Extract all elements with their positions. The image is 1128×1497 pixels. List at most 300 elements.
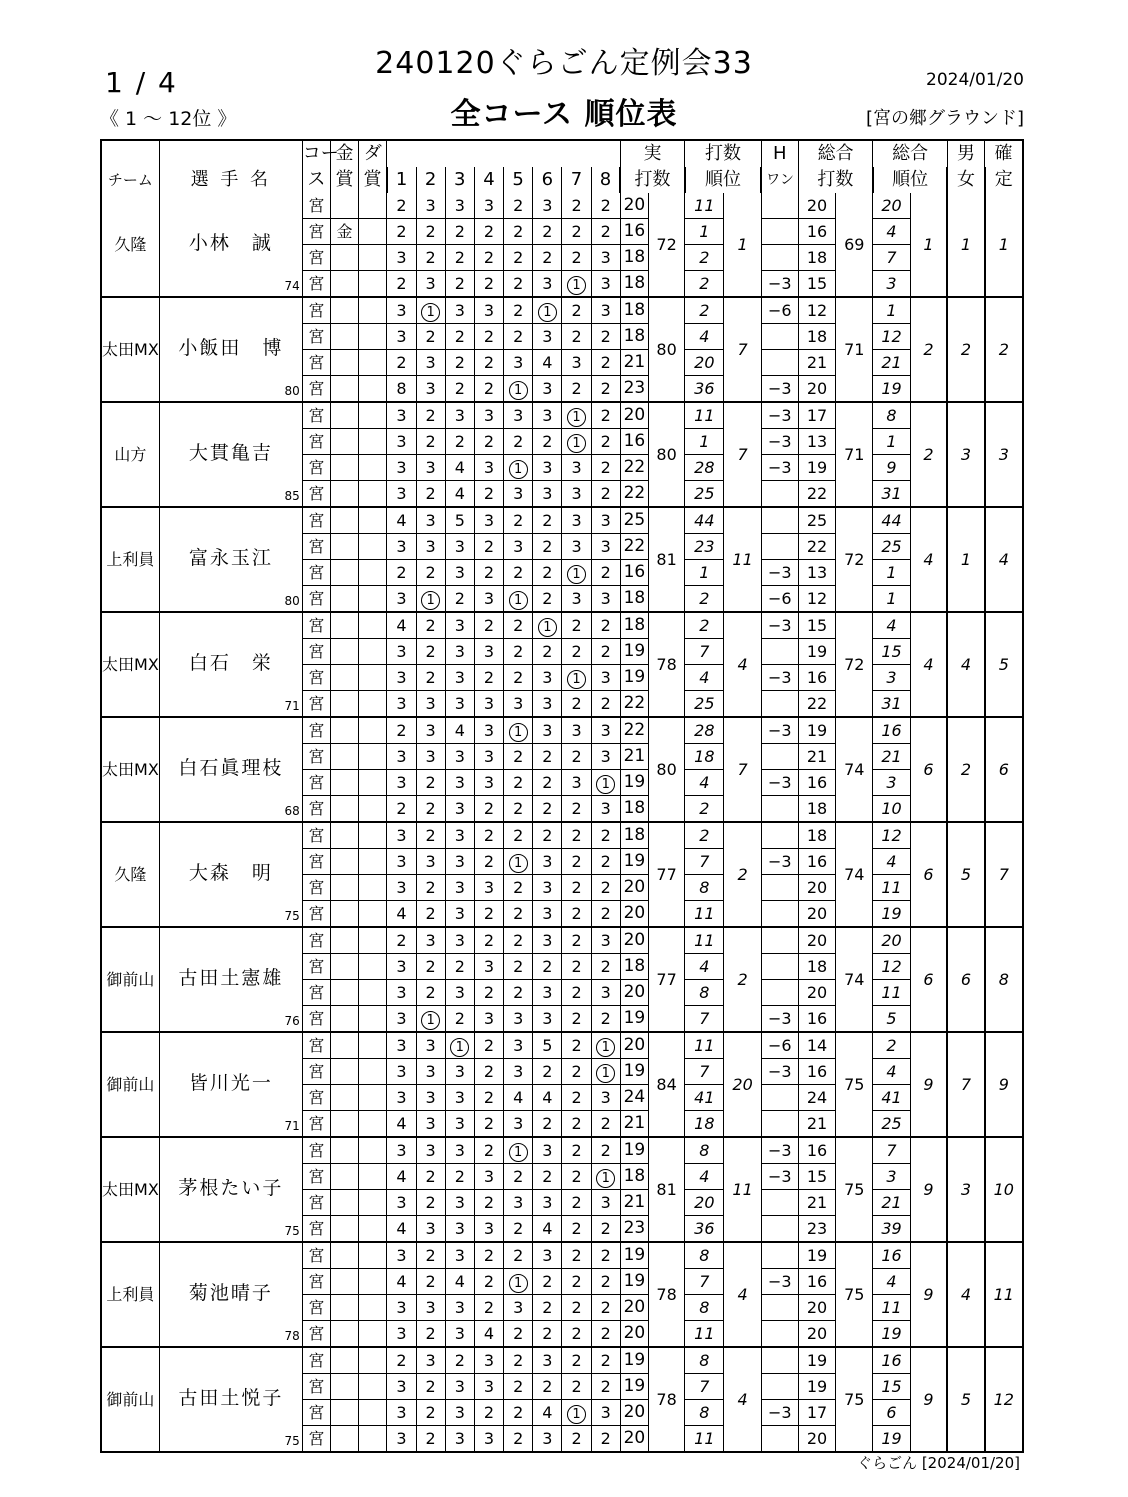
hole-8-score: 2 xyxy=(600,353,611,372)
player-name: 白石眞理枝 xyxy=(178,756,284,779)
round-sum: 18 xyxy=(620,586,648,613)
hole-4-score: 2 xyxy=(483,1088,495,1107)
hole-score xyxy=(474,1006,503,1033)
course-cell: 宮 xyxy=(302,1295,330,1321)
strokes-rank: 11 xyxy=(724,1137,761,1242)
hole-in-one-bonus xyxy=(761,219,798,245)
hole-7-score: 1 xyxy=(567,408,586,427)
hole-score xyxy=(387,770,416,796)
hole-5-score: 2 xyxy=(513,1377,524,1396)
hole-in-one-bonus xyxy=(761,822,798,849)
gold-prize-cell xyxy=(330,691,358,718)
hole-6-score: 2 xyxy=(542,1114,553,1133)
gold-prize-cell xyxy=(330,402,358,429)
round-rank: 28 xyxy=(685,455,724,481)
hole-score xyxy=(387,796,416,823)
hole-4-score: 3 xyxy=(483,1009,495,1028)
hole-7-score: 3 xyxy=(571,773,582,792)
hole-score xyxy=(504,796,533,823)
hole-in-one-bonus xyxy=(761,193,798,219)
hole-score xyxy=(562,1032,591,1059)
hole-score xyxy=(562,796,591,823)
gold-prize-cell xyxy=(330,927,358,954)
round-sum: 21 xyxy=(620,1190,648,1216)
hole-7-score: 2 xyxy=(571,1219,582,1238)
hole-score xyxy=(533,770,562,796)
hole-4-score: 3 xyxy=(483,406,495,425)
hole-2-score: 2 xyxy=(425,773,436,792)
hole-7-score: 3 xyxy=(571,721,582,740)
hole-4-score: 2 xyxy=(483,274,495,293)
overall-rank: 2 xyxy=(910,297,947,402)
final-rank: 11 xyxy=(985,1242,1023,1347)
hole-3-score: 2 xyxy=(454,589,465,608)
hole-2-score: 2 xyxy=(425,432,436,451)
hole-6-score: 3 xyxy=(542,668,553,687)
round-sum: 22 xyxy=(620,717,648,744)
gold-prize-cell xyxy=(330,1269,358,1295)
hole-3-score: 3 xyxy=(454,1193,465,1212)
results-body xyxy=(101,193,1023,1452)
hole-score xyxy=(416,717,445,744)
hole-4-score: 3 xyxy=(483,1167,495,1186)
player-name-cell xyxy=(159,612,302,717)
round-sum: 19 xyxy=(620,1059,648,1085)
hole-1-score: 3 xyxy=(396,248,407,267)
hole-score xyxy=(591,1400,620,1426)
hole-7-score: 2 xyxy=(571,694,582,713)
round-rank: 11 xyxy=(685,1321,724,1348)
hole-3-score: 3 xyxy=(454,406,465,425)
hole-score xyxy=(533,1190,562,1216)
hole-in-one-bonus: −6 xyxy=(761,1032,798,1059)
round-total: 13 xyxy=(798,429,835,455)
round-sum: 16 xyxy=(620,219,648,245)
col-hole-7: 7 xyxy=(562,167,591,193)
hole-score xyxy=(504,534,533,560)
hole-score xyxy=(474,691,503,718)
hole-1-score: 3 xyxy=(396,668,407,687)
gold-prize-cell xyxy=(330,1295,358,1321)
hole-score xyxy=(445,481,474,508)
hole-5-score: 3 xyxy=(513,1193,524,1212)
hole-score xyxy=(591,980,620,1006)
round-total-rank: 19 xyxy=(873,376,910,403)
player-age: 80 xyxy=(284,383,300,398)
hole-score xyxy=(504,770,533,796)
hole-score xyxy=(416,429,445,455)
round-total-rank: 44 xyxy=(873,507,910,534)
hole-score xyxy=(474,429,503,455)
hole-score xyxy=(562,1111,591,1138)
hole-4-score: 3 xyxy=(483,1429,495,1448)
course-cell: 宮 xyxy=(302,1400,330,1426)
hole-in-one-bonus xyxy=(761,245,798,271)
round-rank: 7 xyxy=(685,1059,724,1085)
hole-3-score: 3 xyxy=(454,301,465,320)
round-total: 19 xyxy=(798,1242,835,1269)
hole-4-score: 2 xyxy=(483,1272,495,1291)
hole-score xyxy=(416,875,445,901)
results-table xyxy=(100,139,1024,1453)
hole-7-score: 1 xyxy=(567,276,586,295)
hole-6-score: 2 xyxy=(542,432,553,451)
hole-3-score: 5 xyxy=(454,511,465,530)
player-age: 85 xyxy=(284,488,300,503)
round-sum: 21 xyxy=(620,744,648,770)
hole-score xyxy=(504,954,533,980)
course-cell: 宮 xyxy=(302,1111,330,1138)
team-name: 御前山 xyxy=(101,1032,159,1137)
hole-7-score: 1 xyxy=(567,1405,586,1424)
player-name-cell xyxy=(159,1242,302,1347)
hole-4-score: 2 xyxy=(483,327,495,346)
hole-score xyxy=(445,875,474,901)
round-total: 16 xyxy=(798,849,835,875)
hole-score xyxy=(591,402,620,429)
round-sum: 21 xyxy=(620,1111,648,1138)
hole-score xyxy=(416,1032,445,1059)
hole-score xyxy=(387,507,416,534)
player-name-cell xyxy=(159,297,302,402)
hole-7-score: 2 xyxy=(571,1429,582,1448)
round-sum: 24 xyxy=(620,1085,648,1111)
hole-score xyxy=(474,980,503,1006)
hole-2-score: 3 xyxy=(425,1141,436,1160)
hole-score xyxy=(533,429,562,455)
course-cell: 宮 xyxy=(302,534,330,560)
hole-score xyxy=(416,376,445,403)
hole-score xyxy=(474,1400,503,1426)
round-sum: 19 xyxy=(620,639,648,665)
hole-5-score: 2 xyxy=(513,616,524,635)
da-prize-cell xyxy=(359,1111,387,1138)
hole-score xyxy=(562,954,591,980)
hole-8-score: 2 xyxy=(600,432,611,451)
hole-2-score: 3 xyxy=(425,196,436,215)
hole-4-score: 2 xyxy=(483,379,495,398)
hole-6-score: 5 xyxy=(542,1036,553,1055)
hole-3-score: 2 xyxy=(454,327,465,346)
da-prize-cell xyxy=(359,350,387,376)
hole-3-score: 3 xyxy=(454,1141,465,1160)
hole-6-score: 2 xyxy=(542,826,553,845)
round-sum: 19 xyxy=(620,1137,648,1164)
hole-score xyxy=(533,324,562,350)
hole-1-score: 3 xyxy=(396,773,407,792)
hole-score xyxy=(562,1085,591,1111)
round-total: 16 xyxy=(798,665,835,691)
round-total: 13 xyxy=(798,560,835,586)
hole-score xyxy=(445,219,474,245)
hole-2-score: 2 xyxy=(425,957,436,976)
hole-score xyxy=(474,376,503,403)
hole-2-score: 3 xyxy=(425,1351,436,1370)
round-total-rank: 11 xyxy=(873,980,910,1006)
round-total: 16 xyxy=(798,219,835,245)
hole-1-score: 4 xyxy=(396,1272,407,1291)
hole-score xyxy=(416,1269,445,1295)
hole-8-score: 2 xyxy=(600,196,611,215)
course-cell: 宮 xyxy=(302,507,330,534)
hole-score xyxy=(533,822,562,849)
hole-score xyxy=(562,1374,591,1400)
hole-score xyxy=(387,376,416,403)
round-total: 14 xyxy=(798,1032,835,1059)
da-prize-cell xyxy=(359,1242,387,1269)
round-total-rank: 3 xyxy=(873,770,910,796)
hole-6-score: 2 xyxy=(542,1298,553,1317)
round-total-rank: 31 xyxy=(873,481,910,508)
hole-4-score: 2 xyxy=(483,1246,495,1265)
hole-5-score: 2 xyxy=(513,196,524,215)
da-prize-cell xyxy=(359,770,387,796)
hole-8-score: 3 xyxy=(600,721,611,740)
hole-score xyxy=(445,376,474,403)
hole-8-score: 3 xyxy=(600,511,611,530)
hole-5-score: 2 xyxy=(513,1246,524,1265)
hole-4-score: 2 xyxy=(483,799,495,818)
strokes-rank: 1 xyxy=(724,193,761,297)
hole-4-score: 2 xyxy=(483,1403,495,1422)
hole-6-score: 3 xyxy=(542,196,553,215)
hole-8-score: 3 xyxy=(600,1403,611,1422)
hole-6-score: 4 xyxy=(542,1403,553,1422)
hole-score xyxy=(562,193,591,219)
da-prize-cell xyxy=(359,1269,387,1295)
hole-in-one-bonus: −3 xyxy=(761,717,798,744)
gold-prize-cell xyxy=(330,954,358,980)
hole-score xyxy=(474,822,503,849)
hole-6-score: 2 xyxy=(542,537,553,556)
hole-score xyxy=(504,875,533,901)
col-h-top: H xyxy=(761,140,798,167)
hole-score xyxy=(416,927,445,954)
hole-1-score: 3 xyxy=(396,852,407,871)
round-total-rank: 41 xyxy=(873,1085,910,1111)
hole-8-score: 2 xyxy=(600,1429,611,1448)
hole-in-one-bonus xyxy=(761,481,798,508)
hole-score xyxy=(474,481,503,508)
hole-6-score: 2 xyxy=(542,563,553,582)
round-sum: 20 xyxy=(620,1400,648,1426)
hole-score xyxy=(416,245,445,271)
hole-6-score: 3 xyxy=(542,1429,553,1448)
hole-4-score: 3 xyxy=(483,589,495,608)
hole-score xyxy=(504,1032,533,1059)
round-total: 20 xyxy=(798,1321,835,1348)
hole-in-one-bonus: −3 xyxy=(761,665,798,691)
hole-8-score: 2 xyxy=(600,878,611,897)
round-total: 24 xyxy=(798,1085,835,1111)
hole-score xyxy=(445,901,474,928)
hole-score xyxy=(562,717,591,744)
round-total: 15 xyxy=(798,1164,835,1190)
hole-score xyxy=(445,586,474,613)
player-name-cell xyxy=(159,1137,302,1242)
final-rank: 7 xyxy=(985,822,1023,927)
hole-6-score: 2 xyxy=(542,642,553,661)
hole-7-score: 2 xyxy=(571,301,582,320)
hole-score xyxy=(533,1137,562,1164)
total-strokes: 75 xyxy=(836,1137,873,1242)
hole-score xyxy=(387,849,416,875)
hole-score xyxy=(504,219,533,245)
gender-rank: 1 xyxy=(947,193,984,297)
hole-score xyxy=(474,219,503,245)
hole-in-one-bonus: −3 xyxy=(761,1164,798,1190)
col-total: 打数 xyxy=(798,167,872,193)
hole-score xyxy=(533,193,562,219)
hole-score xyxy=(591,1347,620,1374)
col-total-rank-top: 総合 xyxy=(873,140,947,167)
hole-score xyxy=(504,1085,533,1111)
hole-in-one-bonus xyxy=(761,744,798,770)
strokes-rank: 2 xyxy=(724,822,761,927)
hole-3-score: 3 xyxy=(454,878,465,897)
hole-score xyxy=(474,1059,503,1085)
hole-7-score: 2 xyxy=(571,1246,582,1265)
gold-prize-cell xyxy=(330,1242,358,1269)
hole-7-score: 2 xyxy=(571,1193,582,1212)
hole-score xyxy=(533,639,562,665)
hole-4-score: 2 xyxy=(483,1141,495,1160)
hole-score xyxy=(533,1400,562,1426)
hole-score xyxy=(416,849,445,875)
gold-prize-cell xyxy=(330,1164,358,1190)
hole-6-score: 3 xyxy=(542,274,553,293)
hole-score xyxy=(387,717,416,744)
round-sum: 20 xyxy=(620,927,648,954)
hole-7-score: 2 xyxy=(571,1009,582,1028)
hole-score xyxy=(504,271,533,298)
hole-3-score: 3 xyxy=(454,1088,465,1107)
hole-score xyxy=(591,297,620,324)
hole-score xyxy=(591,770,620,796)
player-name: 古田土憲雄 xyxy=(178,966,284,989)
hole-score xyxy=(591,193,620,219)
round-total: 16 xyxy=(798,1059,835,1085)
strokes-rank: 7 xyxy=(724,402,761,507)
hole-8-score: 3 xyxy=(600,589,611,608)
hole-score xyxy=(474,402,503,429)
player-age: 75 xyxy=(284,1433,300,1448)
hole-score xyxy=(387,297,416,324)
round-rank: 8 xyxy=(685,1295,724,1321)
hole-score xyxy=(445,639,474,665)
round-total-rank: 20 xyxy=(873,927,910,954)
gold-prize-cell xyxy=(330,901,358,928)
course-cell: 宮 xyxy=(302,193,330,219)
hole-score xyxy=(504,324,533,350)
round-sum: 19 xyxy=(620,849,648,875)
hole-4-score: 2 xyxy=(483,1062,495,1081)
hole-score xyxy=(416,534,445,560)
hole-1-score: 8 xyxy=(396,379,407,398)
hole-score xyxy=(445,980,474,1006)
round-total: 20 xyxy=(798,1426,835,1453)
hole-score xyxy=(474,193,503,219)
course-cell: 宮 xyxy=(302,271,330,298)
hole-5-score: 2 xyxy=(513,327,524,346)
hole-6-score: 3 xyxy=(542,484,553,503)
hole-3-score: 3 xyxy=(454,563,465,582)
hole-score xyxy=(387,927,416,954)
hole-score xyxy=(445,954,474,980)
hole-6-score: 3 xyxy=(542,904,553,923)
hole-3-score: 3 xyxy=(454,1324,465,1343)
hole-in-one-bonus xyxy=(761,691,798,718)
hole-score xyxy=(504,376,533,403)
course-cell: 宮 xyxy=(302,1085,330,1111)
hole-score xyxy=(504,1374,533,1400)
da-prize-cell xyxy=(359,507,387,534)
hole-score xyxy=(416,1059,445,1085)
da-prize-cell xyxy=(359,954,387,980)
gender-rank: 5 xyxy=(947,822,984,927)
hole-8-score: 2 xyxy=(600,563,611,582)
hole-score xyxy=(445,560,474,586)
hole-8-score: 3 xyxy=(600,983,611,1002)
hole-8-score: 3 xyxy=(600,248,611,267)
col-hole-6: 6 xyxy=(533,167,562,193)
player-age: 68 xyxy=(284,803,300,818)
hole-5-score: 3 xyxy=(513,484,524,503)
hole-7-score: 1 xyxy=(567,434,586,453)
hole-score xyxy=(387,402,416,429)
col-h-one: ワン xyxy=(761,167,798,193)
hole-3-score: 3 xyxy=(454,1062,465,1081)
hole-5-score: 1 xyxy=(509,1143,528,1162)
gold-prize-cell xyxy=(330,1111,358,1138)
round-total-rank: 31 xyxy=(873,691,910,718)
hole-score xyxy=(504,1216,533,1243)
hole-score xyxy=(416,586,445,613)
course-cell: 宮 xyxy=(302,744,330,770)
hole-1-score: 2 xyxy=(396,721,407,740)
hole-8-score: 2 xyxy=(600,379,611,398)
hole-2-score: 2 xyxy=(425,1193,436,1212)
hole-score xyxy=(591,1321,620,1348)
hole-2-score: 2 xyxy=(425,1324,436,1343)
gender-rank: 5 xyxy=(947,1347,984,1452)
hole-score xyxy=(591,1216,620,1243)
hole-in-one-bonus: −3 xyxy=(761,1006,798,1033)
gold-prize-cell xyxy=(330,350,358,376)
hole-1-score: 3 xyxy=(396,1062,407,1081)
player-age: 76 xyxy=(284,1013,300,1028)
player-age: 75 xyxy=(284,908,300,923)
hole-score xyxy=(504,560,533,586)
hole-8-score: 2 xyxy=(600,1377,611,1396)
hole-score xyxy=(474,534,503,560)
hole-4-score: 3 xyxy=(483,957,495,976)
round-total: 20 xyxy=(798,193,835,219)
actual-strokes: 84 xyxy=(648,1032,684,1137)
hole-5-score: 2 xyxy=(513,511,524,530)
hole-5-score: 2 xyxy=(513,931,524,950)
da-prize-cell xyxy=(359,744,387,770)
hole-score xyxy=(474,1085,503,1111)
da-prize-cell xyxy=(359,901,387,928)
hole-score xyxy=(445,1164,474,1190)
hole-3-score: 2 xyxy=(454,248,465,267)
hole-6-score: 2 xyxy=(542,1272,553,1291)
round-sum: 20 xyxy=(620,193,648,219)
hole-2-score: 2 xyxy=(425,1272,436,1291)
hole-score xyxy=(562,1321,591,1348)
player-name: 皆川光一 xyxy=(188,1071,273,1094)
